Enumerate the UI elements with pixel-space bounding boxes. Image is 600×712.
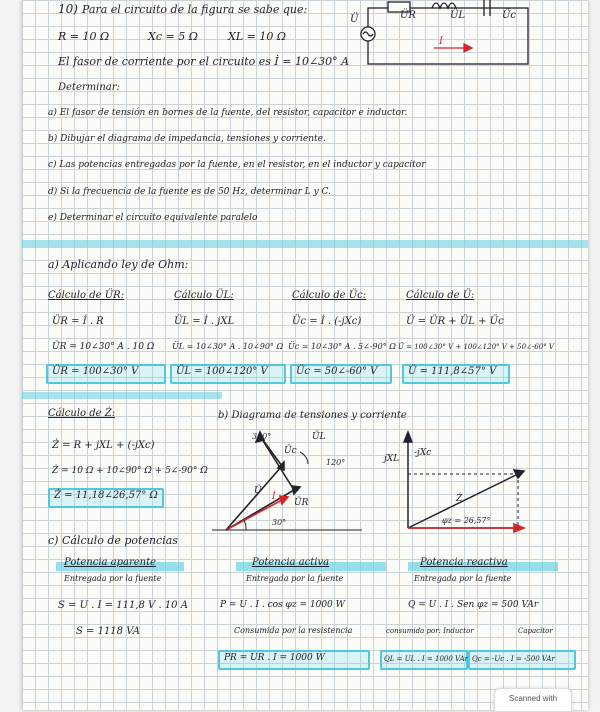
task-d: d) Si la frecuencia de la fuente es de 50 Hz, determinar L y C. [48, 187, 331, 197]
col-uc-eq2: Üc = 10∠30° A . 5∠-90° Ω [288, 342, 396, 351]
reactive-eq1: Q = U . I . Sen φz = 500 VAr [408, 600, 539, 610]
col-ul-eq2: ÜL = 10∠30° A . 10∠90° Ω [172, 342, 284, 351]
circuit-ul: ÜL [450, 10, 466, 21]
given-r: R = 10 Ω [58, 30, 110, 43]
col-ul-eq1: ÜL = İ . jXL [174, 316, 235, 327]
voltage-phasor-diagram [212, 424, 372, 540]
section-divider [22, 240, 588, 247]
circuit-uc: Üc [502, 10, 517, 21]
impedance-eq2: Ż = 10 Ω + 10∠90° Ω + 5∠-90° Ω [52, 466, 208, 476]
label-ur: ÜR [294, 498, 309, 508]
apparent-eq1: S = U . I = 111,8 V . 10 A [58, 600, 188, 611]
col-ur-eq1: ÜR = İ . R [52, 316, 104, 327]
active-sub2: Consumida por la resistencia [234, 626, 353, 635]
problem-number: 10) [58, 2, 78, 16]
task-c: c) Las potencias entregadas por la fuente, en el resistor, en el inductor y capacitor [48, 160, 426, 170]
impedance-eq1: Ż = R + jXL + (-jXc) [52, 440, 155, 451]
label-ul: ÜL [312, 432, 326, 442]
col-uc-result: Üc = 50∠-60° V [296, 366, 378, 377]
label-u: Ü [254, 486, 262, 496]
circuit-current: I [439, 36, 443, 47]
label-30: 30° [272, 518, 287, 527]
label-i: İ [272, 492, 276, 502]
col-ur-heading: Cálculo de ÜR: [48, 290, 125, 301]
task-b: b) Dibujar el diagrama de impedancia, tensiones y corriente. [48, 134, 326, 144]
active-eq1: P = U . I . cos φz = 1000 W [220, 600, 345, 610]
divider-short [22, 392, 222, 399]
current-phasor-line: El fasor de corriente por el circuito es İ = 10∠30° A [58, 55, 350, 68]
section-b-title: b) Diagrama de tensiones y corriente [218, 410, 407, 421]
active-heading: Potencia activa [252, 557, 330, 568]
label-uc: Üc [284, 446, 297, 456]
impedance-heading: Cálculo de Ż: [48, 408, 116, 419]
given-xl: XL = 10 Ω [228, 30, 286, 43]
section-c-title: c) Cálculo de potencias [48, 534, 178, 547]
reactive-sub2a: consumida por: Inductor [386, 627, 474, 635]
col-ul-heading: Cálculo ÜL: [174, 290, 234, 301]
apparent-sub: Entregada por la fuente [64, 574, 162, 583]
label-z: Ż [456, 494, 463, 504]
problem-statement: Para el circuito de la figura se sabe que: [82, 3, 308, 16]
col-uc-eq1: Üc = İ . (-jXc) [292, 316, 362, 327]
col-uc-heading: Cálculo de Üc: [292, 290, 367, 301]
label-jxl: jXL [384, 454, 400, 464]
label-phi: φz = 26,57° [442, 516, 491, 525]
col-ul-result: ÜL = 100∠120° V [176, 366, 268, 377]
col-u-eq2: Ü = 100∠30° V + 100∠120° V + 50∠-60° V [398, 343, 554, 351]
scanner-label: Scanned with [509, 694, 558, 703]
label-120: 120° [326, 458, 346, 467]
section-a-title: a) Aplicando ley de Ohm: [48, 258, 189, 271]
reactive-heading: Potencia reactiva [420, 557, 508, 568]
col-u-result: Ü = 111,8∠57° V [408, 366, 497, 377]
circuit-u: Ü [350, 14, 359, 25]
active-eq2: PR = UR . I = 1000 W [224, 653, 325, 663]
task-e: e) Determinar el circuito equivalente paralelo [48, 213, 258, 223]
apparent-heading: Potencia aparente [64, 557, 157, 568]
col-ur-eq2: ÜR = 10∠30° A . 10 Ω [52, 342, 155, 352]
label-jxc: -jXc [414, 448, 432, 458]
reactive-eq2a: QL = UL . I = 1000 VAr [384, 655, 469, 663]
impedance-result: Ż = 11,18∠26,57° Ω [54, 490, 158, 501]
reactive-sub: Entregada por la fuente [414, 574, 512, 583]
circuit-ur: ÜR [400, 10, 416, 21]
reactive-eq2b: Qc = -Uc . I = -500 VAr [472, 655, 555, 663]
tasks-title: Determinar: [58, 82, 120, 93]
scanner-watermark [494, 688, 572, 712]
active-sub: Entregada por la fuente [246, 574, 344, 583]
task-a: a) El fasor de tensión en bornes de la fuente, del resistor, capacitor e inductor. [48, 108, 408, 118]
apparent-eq2: S = 1118 VA [76, 626, 140, 637]
label-300: 300° [252, 432, 272, 441]
notebook-page [22, 0, 588, 710]
given-xc: Xc = 5 Ω [148, 30, 198, 43]
col-u-heading: Cálculo de Ü: [406, 290, 475, 301]
col-ur-result: ÜR = 100∠30° V [52, 366, 139, 377]
reactive-sub2b: Capacitor [518, 627, 553, 635]
col-u-eq1: Ü = ÜR + ÜL + Üc [406, 316, 504, 327]
